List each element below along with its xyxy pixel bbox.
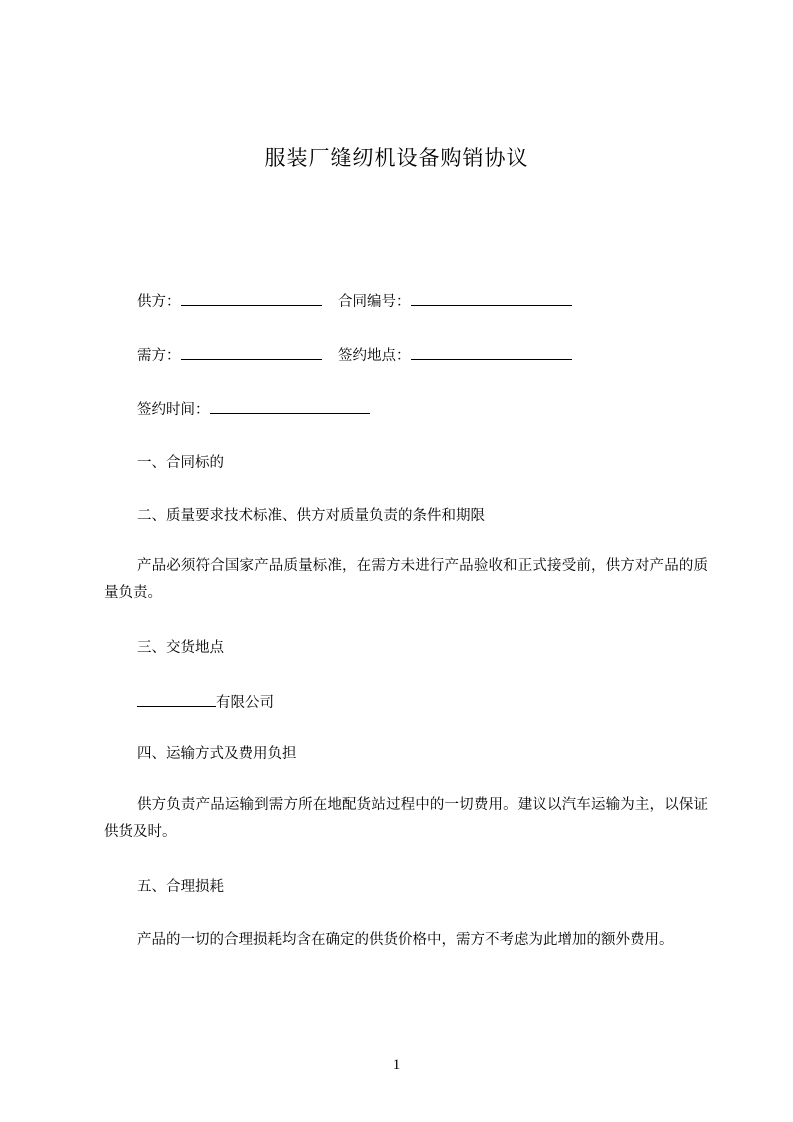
sign-place-blank (411, 345, 572, 360)
section-heading-1: 一、合同标的 (137, 455, 224, 471)
supplier-label: 供方： (137, 294, 181, 310)
section-body-5: 产品的一切的合理损耗均含在确定的供货价格中，需方不考虑为此增加的额外费用。 (137, 932, 674, 948)
delivery-place-field (137, 692, 274, 713)
document-title: 服装厂缝纫机设备购销协议 (264, 146, 529, 170)
section-body-2: 产品必须符合国家产品质量标准，在需方未进行产品验收和正式接受前，供方对产品的质量负责。 (104, 558, 708, 601)
sign-time-label: 签约时间： (137, 402, 210, 418)
section-heading-5: 五、合理损耗 (137, 879, 224, 895)
supplier-field (137, 291, 322, 312)
sign-place-field (338, 345, 572, 366)
contract-no-field (338, 291, 572, 312)
delivery-place-blank (137, 692, 216, 707)
sign-time-blank (210, 399, 370, 414)
supplier-blank (181, 291, 322, 306)
delivery-place-suffix: 有限公司 (216, 695, 274, 711)
section-heading-2: 二、质量要求技术标准、供方对质量负责的条件和期限 (137, 508, 485, 524)
buyer-label: 需方： (137, 348, 181, 364)
buyer-blank (181, 345, 322, 360)
section-heading-4: 四、运输方式及费用负担 (137, 746, 297, 762)
section-heading-3: 三、交货地点 (137, 640, 224, 656)
contract-no-blank (411, 291, 572, 306)
sign-time-field (137, 399, 370, 420)
contract-no-label: 合同编号： (338, 294, 411, 310)
page-number: 1 (392, 1057, 401, 1073)
section-body-4: 供方负责产品运输到需方所在地配货站过程中的一切费用。建议以汽车运输为主，以保证供货及时。 (104, 797, 708, 840)
sign-place-label: 签约地点： (338, 348, 411, 364)
buyer-field (137, 345, 322, 366)
